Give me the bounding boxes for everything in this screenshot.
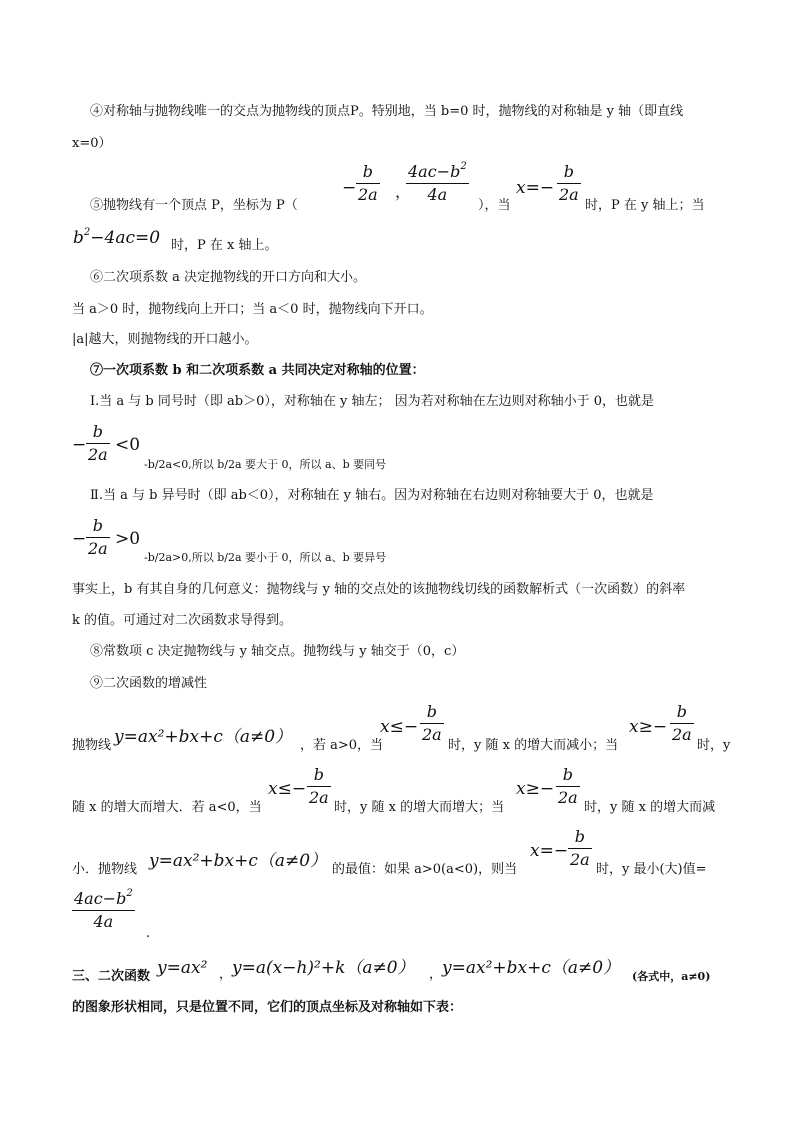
s3-sep1: ，: [219, 967, 233, 982]
p9-l1-b: ，若 a>0，当: [300, 738, 384, 753]
p9-l3-b: 的最值：如果 a>0(a<0)，则当: [332, 862, 518, 877]
p7-case2-rel: >0: [115, 529, 141, 549]
p9-l2-a: 随 x 的增大而增大．若 a<0，当: [72, 800, 262, 815]
p9-l1-ge: x≥−: [629, 717, 668, 737]
p5-frac-b-over-2a: b 2a: [358, 162, 378, 204]
p9-l1-frac1: b 2a: [422, 702, 442, 744]
p5-minus: −: [342, 178, 357, 198]
p9-l3-c: 时，y 最小(大)值=: [596, 862, 707, 877]
p6-line2: 当 a＞0 时，抛物线向上开口；当 a＜0 时，抛物线向下开口。: [72, 302, 433, 317]
s3-line2: 的图象形状相同，只是位置不同，它们的顶点坐标及对称轴如下表：: [72, 1000, 463, 1015]
p9-l2-b: 时，y 随 x 的增大而增大；当: [334, 800, 505, 815]
p7-fact2: k 的值。可通过对二次函数求导得到。: [72, 613, 293, 628]
p9-l2-frac1: b 2a: [309, 765, 329, 807]
p4-line2: x=0）: [72, 136, 112, 151]
p9-l1-le: x≤−: [380, 717, 419, 737]
p9-end: .: [146, 926, 151, 941]
p9-l1-d: 时，y: [697, 738, 731, 753]
p6-line1: ⑥二次项系数 a 决定抛物线的开口方向和大小。: [90, 270, 367, 285]
p6-line3: |a|越大，则抛物线的开口越小。: [72, 332, 258, 347]
p5-frac-vertex-y: $4ac-b^2$ 4a: [408, 161, 467, 204]
p7-case2-minus: −: [72, 529, 87, 549]
p9-l1-frac2: b 2a: [672, 702, 692, 744]
p9-l2-frac2: b 2a: [558, 765, 578, 807]
p4-line1: ④对称轴与抛物线唯一的交点为抛物线的顶点P。特别地，当 b=0 时，抛物线的对称轴是 y 轴（即直线: [90, 104, 684, 119]
p7-title: ⑦一次项系数 b 和二次项系数 a 共同决定对称轴的位置：: [90, 363, 425, 378]
p7-case2-note: -b/2a>0,所以 b/2a 要小于 0，所以 a、b 要异号: [144, 551, 387, 564]
p9-l1-a: 抛物线: [72, 738, 112, 753]
p8-line: ⑧常数项 c 决定抛物线与 y 轴交点。抛物线与 y 轴交于（0，c）: [90, 644, 465, 659]
p5-close: ），当: [478, 198, 511, 213]
p7-case1-rel: <0: [115, 435, 141, 455]
p9-title: ⑨二次函数的增减性: [90, 676, 208, 691]
p5-prefix: ⑤抛物线有一个顶点 P，坐标为 P（: [90, 198, 298, 213]
p5-x-eq: x=−: [516, 178, 555, 198]
p7-case2-frac: b 2a: [88, 516, 108, 558]
p7-fact1: 事实上，b 有其自身的几何意义：抛物线与 y 轴的交点处的该抛物线切线的函数解析式（一次函数）的斜率: [72, 582, 686, 597]
p5-disc-after: 时，P 在 x 轴上。: [171, 238, 278, 253]
s3-prefix: 三、二次函数: [72, 969, 151, 984]
p7-case1: Ⅰ.当 a 与 b 同号时（即 ab＞0），对称轴在 y 轴左； 因为若对称轴在左边则对称轴小于 0，也就是: [90, 394, 654, 409]
s3-f3: y=ax²+bx+c（a≠0）: [442, 958, 621, 978]
p9-l1-func: y=ax²+bx+c（a≠0）: [114, 727, 293, 747]
s3-note: (各式中，a≠0): [632, 970, 711, 983]
p5-discriminant: $b^2-4ac=0$: [73, 227, 161, 248]
p9-l3-frac: b 2a: [570, 827, 590, 869]
p9-l3-a: 小．抛物线: [72, 862, 138, 877]
s3-f2: y=a(x−h)²+k（a≠0）: [232, 958, 415, 978]
p9-l2-c: 时，y 随 x 的增大而减: [584, 800, 716, 815]
p5-comma: ，: [395, 182, 412, 201]
p7-case2: Ⅱ.当 a 与 b 异号时（即 ab＜0），对称轴在 y 轴右。因为对称轴在右边则对称轴要大于 0，也就是: [90, 488, 654, 503]
p9-l2-ge: x≥−: [516, 779, 555, 799]
p9-l1-c: 时，y 随 x 的增大而减小；当: [448, 738, 619, 753]
s3-sep2: ，: [429, 967, 443, 982]
p9-l2-le: x≤−: [268, 779, 307, 799]
p9-l3-func: y=ax²+bx+c（a≠0）: [149, 851, 328, 871]
p5-after: 时，P 在 y 轴上；当: [585, 198, 705, 213]
p9-l3-xeq: x=−: [530, 841, 569, 861]
p7-case1-note: -b/2a<0,所以 b/2a 要大于 0，所以 a、b 要同号: [144, 458, 387, 471]
p9-extreme-value-frac: $4ac-b^2$ 4a: [74, 888, 133, 931]
p7-case1-frac: b 2a: [88, 422, 108, 464]
p5-frac-axis: b 2a: [559, 162, 579, 204]
s3-f1: y=ax²: [157, 958, 208, 978]
p7-case1-minus: −: [72, 435, 87, 455]
